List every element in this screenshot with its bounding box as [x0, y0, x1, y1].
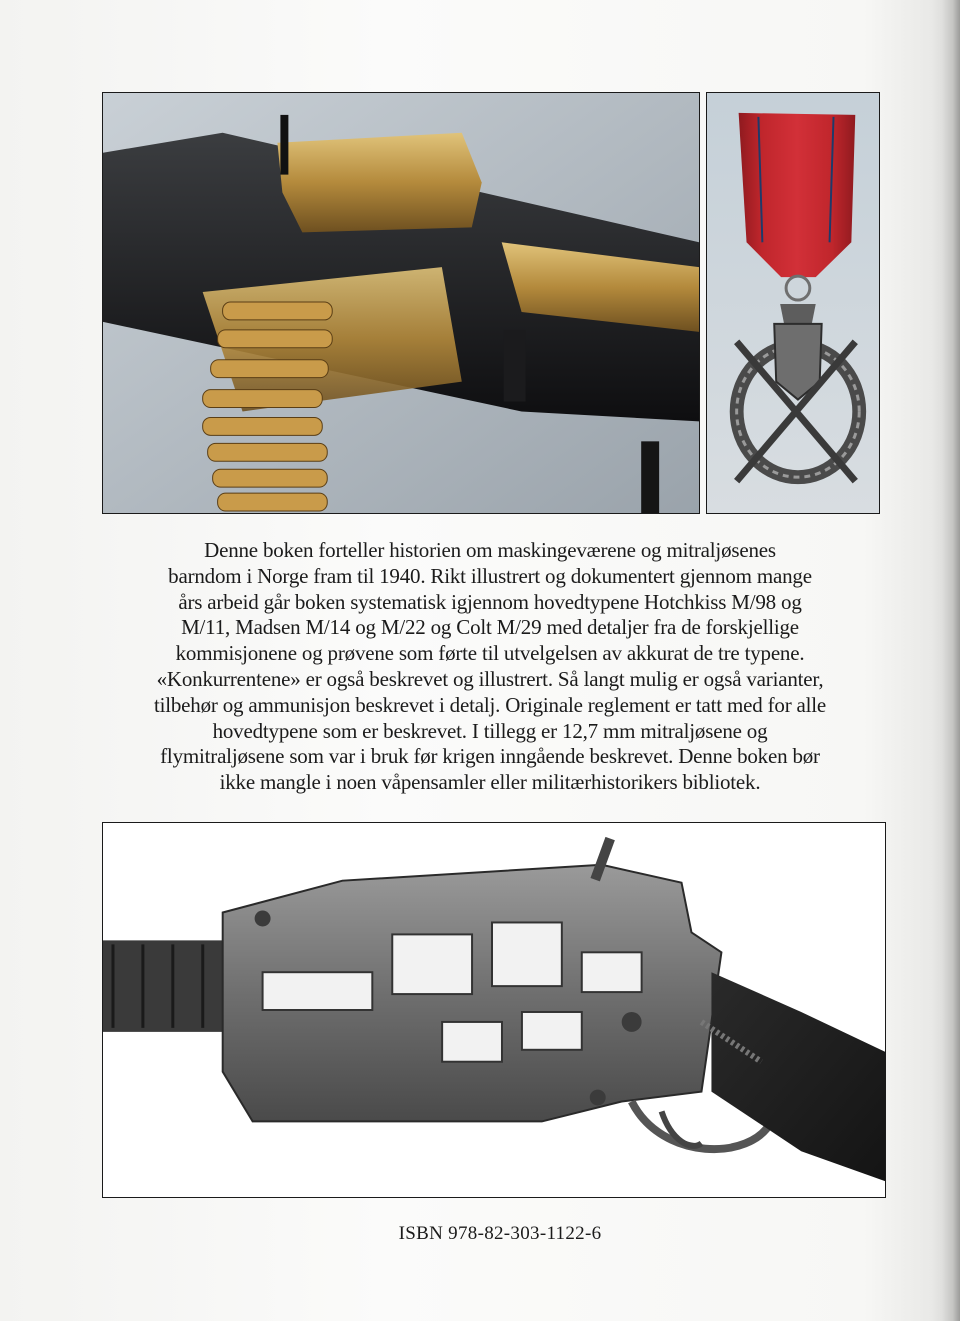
- blurb-line: barndom i Norge fram til 1940. Rikt illustrert og dokumentert gjennom mange: [168, 563, 812, 588]
- cover-edge-shadow: [942, 0, 960, 1321]
- blurb-line: «Konkurrentene» er også beskrevet og illustrert. Så langt mulig er også varianter,: [156, 666, 824, 691]
- medal-illustration: [707, 93, 879, 513]
- blurb-line: flymitraljøsene som var i bruk før krigen inngående beskrevet. Denne boken bør: [160, 744, 820, 769]
- machine-gun-illustration: [103, 93, 699, 513]
- blurb-line: M/11, Madsen M/14 og M/22 og Colt M/29 med detaljer fra de forskjellige: [181, 615, 799, 640]
- back-cover-blurb: [130, 538, 850, 796]
- blurb-line: tilbehør og ammunisjon beskrevet i detalj. Originale reglement er tatt med for alle: [153, 692, 827, 717]
- blurb-line: kommisjonene og prøvene som førte til utvelgelsen av akkurat de tre typene.: [175, 641, 805, 666]
- receiver-photo: [102, 822, 886, 1198]
- blurb-line: års arbeid går boken systematisk igjennom hovedtypene Hotchkiss M/98 og: [178, 589, 802, 614]
- medal-photo: [706, 92, 880, 514]
- isbn-number: ISBN 978-82-303-1122-6: [398, 1223, 602, 1244]
- blurb-line: ikke mangle i noen våpensamler eller militærhistorikers bibliotek.: [219, 770, 761, 795]
- machine-gun-photo: [102, 92, 700, 514]
- blurb-line: hovedtypene som er beskrevet. I tillegg er 12,7 mm mitraljøsene og: [212, 718, 768, 743]
- receiver-illustration: [103, 823, 885, 1197]
- blurb-line: Denne boken forteller historien om maskingeværene og mitraljøsenes: [204, 538, 776, 562]
